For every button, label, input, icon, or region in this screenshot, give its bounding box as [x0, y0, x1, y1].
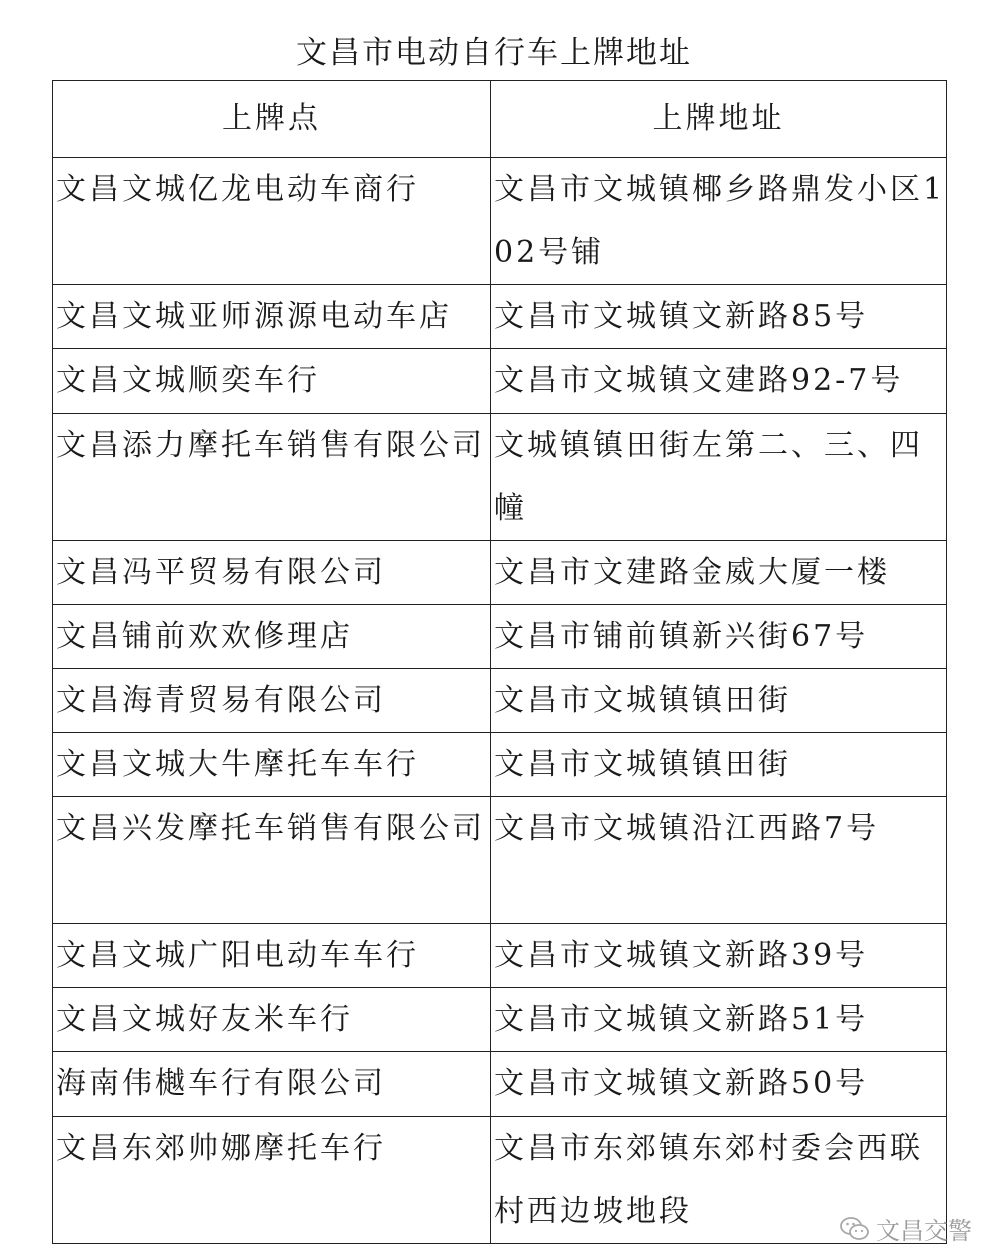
- point-cell: 文昌文城顺奕车行: [53, 349, 491, 414]
- table-row: [53, 285, 947, 349]
- table-row: [53, 349, 947, 414]
- header-point: 上牌点: [53, 81, 491, 158]
- address-cell: 文昌市文城镇沿江西路7号: [491, 797, 947, 924]
- point-cell: 文昌文城广阳电动车车行: [53, 924, 491, 988]
- table-row: [53, 1117, 947, 1244]
- address-cell: 文昌市文城镇文新路50号: [491, 1052, 947, 1117]
- address-cell: 文昌市文城镇镇田街: [491, 669, 947, 733]
- point-cell: 文昌文城亚师源源电动车店: [53, 285, 491, 349]
- table-row: [53, 414, 947, 541]
- point-cell: 文昌添力摩托车销售有限公司: [53, 414, 491, 541]
- address-cell: 文城镇镇田街左第二、三、四幢: [491, 414, 947, 541]
- point-cell: 文昌冯平贸易有限公司: [53, 541, 491, 605]
- watermark-text: 文昌交警: [876, 1217, 972, 1245]
- table-row: [53, 158, 947, 285]
- table-row: [53, 669, 947, 733]
- table-row: [53, 541, 947, 605]
- point-cell: 文昌文城亿龙电动车商行: [53, 158, 491, 285]
- point-cell: 海南伟樾车行有限公司: [53, 1052, 491, 1117]
- table-row: [53, 605, 947, 669]
- table-row: [53, 733, 947, 797]
- table-row: [53, 924, 947, 988]
- point-cell: 文昌兴发摩托车销售有限公司: [53, 797, 491, 924]
- address-cell: 文昌市文建路金威大厦一楼: [491, 541, 947, 605]
- table-row: [53, 797, 947, 924]
- watermark: [840, 1211, 972, 1246]
- table-row: [53, 1052, 947, 1117]
- point-cell: 文昌文城好友米车行: [53, 988, 491, 1052]
- table-header-row: [53, 81, 947, 158]
- address-cell: 文昌市东郊镇东郊村委会西联村西边坡地段: [491, 1117, 947, 1244]
- address-cell: 文昌市文城镇文新路51号: [491, 988, 947, 1052]
- wechat-icon: [840, 1216, 870, 1242]
- address-cell: 文昌市文城镇文新路39号: [491, 924, 947, 988]
- point-cell: 文昌东郊帅娜摩托车行: [53, 1117, 491, 1244]
- address-cell: 文昌市文城镇文新路85号: [491, 285, 947, 349]
- point-cell: 文昌文城大牛摩托车车行: [53, 733, 491, 797]
- document-title: 文昌市电动自行车上牌地址: [296, 35, 692, 71]
- address-cell: 文昌市铺前镇新兴街67号: [491, 605, 947, 669]
- header-address: 上牌地址: [491, 81, 947, 158]
- table-row: [53, 988, 947, 1052]
- registration-address-table: [52, 80, 947, 1244]
- point-cell: 文昌铺前欢欢修理店: [53, 605, 491, 669]
- address-cell: 文昌市文城镇镇田街: [491, 733, 947, 797]
- point-cell: 文昌海青贸易有限公司: [53, 669, 491, 733]
- address-cell: 文昌市文城镇椰乡路鼎发小区102号铺: [491, 158, 947, 285]
- address-cell: 文昌市文城镇文建路92-7号: [491, 349, 947, 414]
